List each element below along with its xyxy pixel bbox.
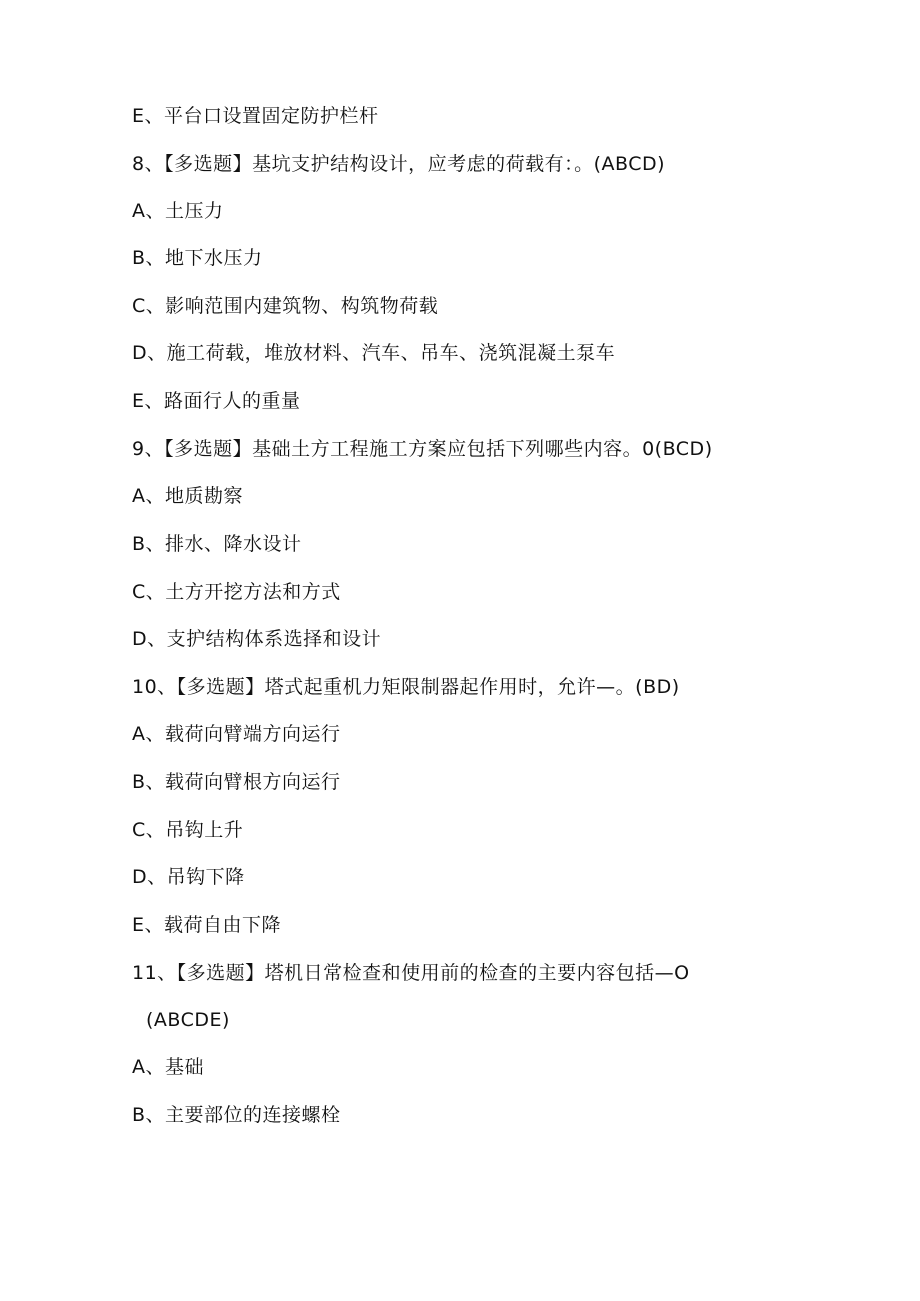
option-8c: C、影响范围内建筑物、构筑物荷载 (132, 295, 439, 317)
option-10d: D、吊钩下降 (132, 866, 245, 888)
question-9: 9、【多选题】基础土方工程施工方案应包括下列哪些内容。0(BCD) (132, 438, 713, 460)
option-8d: D、施工荷载，堆放材料、汽车、吊车、浇筑混凝土泵车 (132, 342, 616, 364)
question-8: 8、【多选题】基坑支护结构设计，应考虑的荷载有：。(ABCD) (132, 153, 666, 175)
option-10b: B、载荷向臂根方向运行 (132, 771, 341, 793)
option-9a: A、地质勘察 (132, 485, 243, 507)
option-7e: E、平台口设置固定防护栏杆 (132, 105, 379, 127)
option-10e: E、载荷自由下降 (132, 914, 282, 936)
question-10: 10、【多选题】塔式起重机力矩限制器起作用时，允许—。(BD) (132, 676, 680, 698)
option-11b: B、主要部位的连接螺栓 (132, 1104, 341, 1126)
option-10c: C、吊钩上升 (132, 819, 244, 841)
option-8a: A、土压力 (132, 200, 224, 222)
question-11: 11、【多选题】塔机日常检查和使用前的检查的主要内容包括—O (132, 962, 690, 984)
option-9b: B、排水、降水设计 (132, 533, 302, 555)
question-11-answer: (ABCDE) (146, 1009, 230, 1031)
option-8e: E、路面行人的重量 (132, 390, 301, 412)
option-9d: D、支护结构体系选择和设计 (132, 628, 382, 650)
option-8b: B、地下水压力 (132, 247, 263, 269)
option-9c: C、土方开挖方法和方式 (132, 581, 341, 603)
option-10a: A、载荷向臂端方向运行 (132, 723, 341, 745)
option-11a: A、基础 (132, 1056, 204, 1078)
